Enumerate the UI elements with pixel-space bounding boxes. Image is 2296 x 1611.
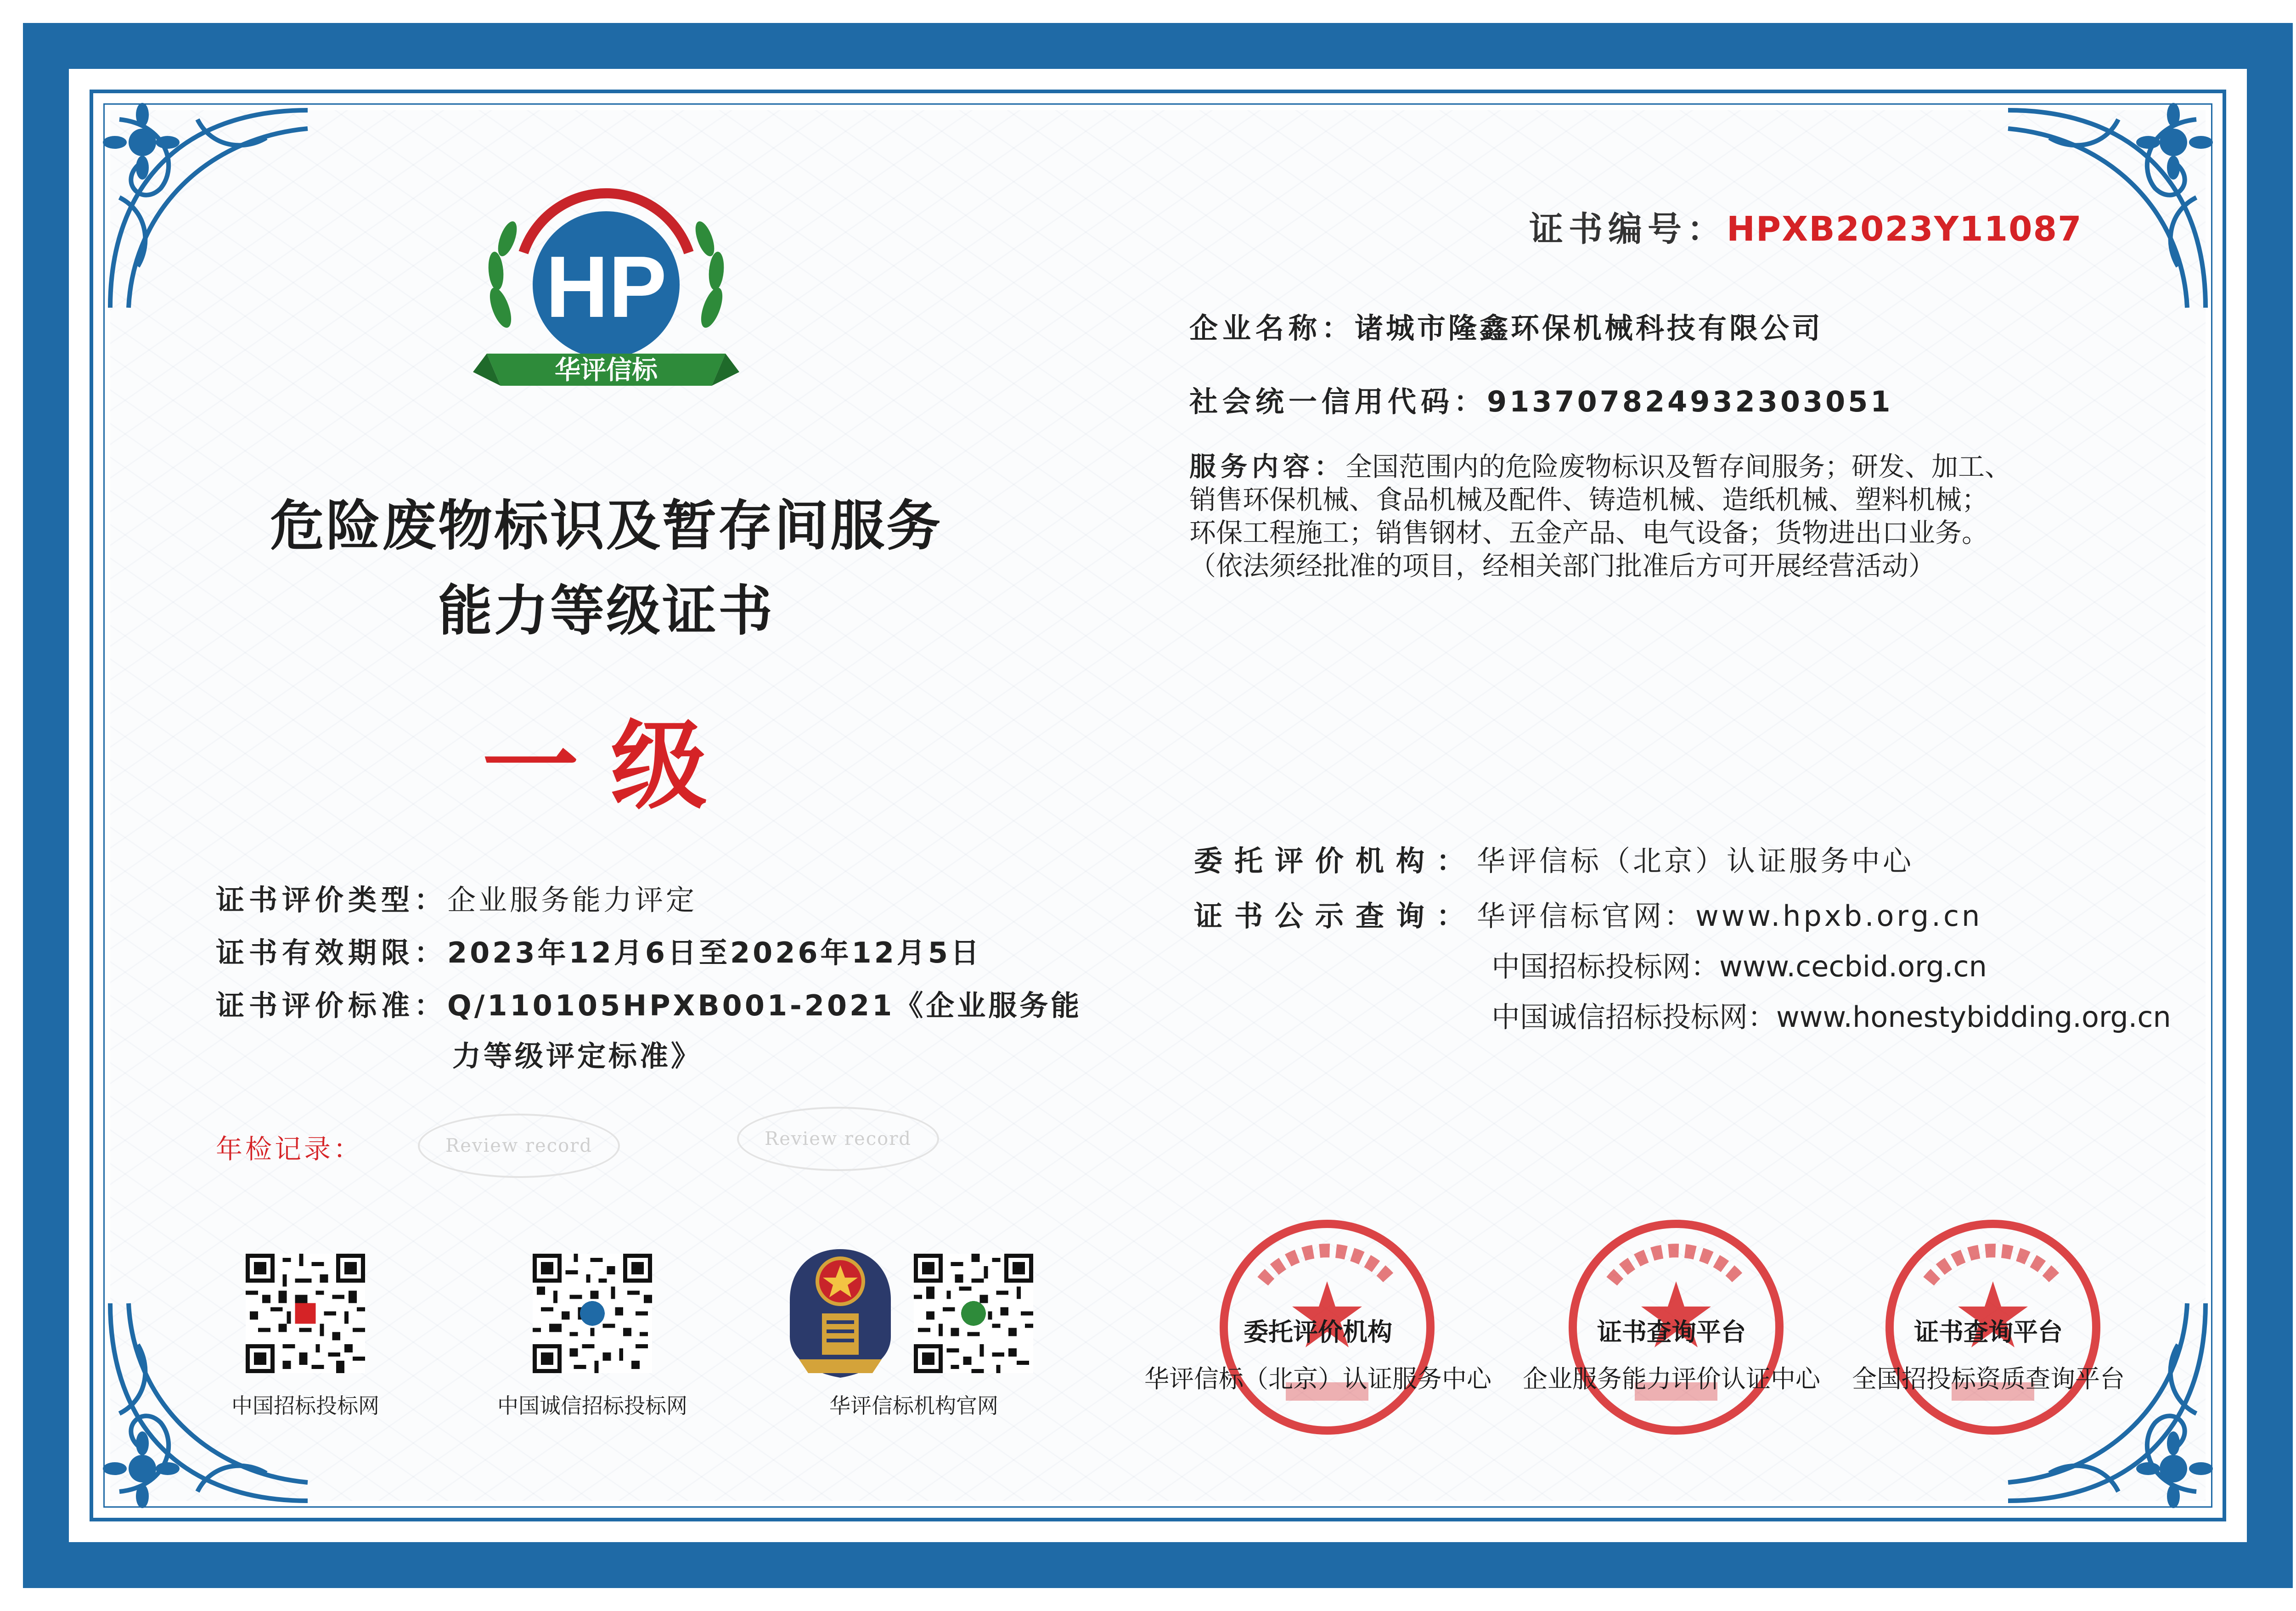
qr-caption: 中国招标投标网 bbox=[231, 1393, 379, 1418]
review-record-stamp: Review record bbox=[737, 1107, 939, 1171]
logo-text: 华评信标 bbox=[555, 355, 658, 385]
eval-type-row bbox=[216, 877, 697, 918]
eval-standard-label: 证书评价标准： bbox=[216, 989, 448, 1022]
valid-period-row bbox=[216, 930, 982, 971]
eval-org-row bbox=[1194, 838, 1914, 879]
service-scope-line3: 环保工程施工；销售钢材、五金产品、电气设备；货物进出口业务。 bbox=[1189, 517, 1989, 548]
seal-subtitle: 华评信标（北京）认证服务中心 bbox=[1144, 1364, 1491, 1393]
service-scope-label: 服务内容： bbox=[1189, 451, 1346, 482]
eval-standard: Q/110105HPXB001-2021《企业服务能 bbox=[447, 989, 1082, 1022]
service-scope bbox=[1189, 450, 2149, 582]
service-scope-line4: （依法须经批准的项目，经相关部门批准后方可开展经营活动） bbox=[1189, 550, 1936, 581]
eval-type: 企业服务能力评定 bbox=[447, 883, 698, 917]
review-record-stamp: Review record bbox=[418, 1114, 620, 1178]
qr-code-icon bbox=[246, 1254, 365, 1373]
eval-type-label: 证书评价类型： bbox=[216, 883, 448, 917]
seal-title: 证书查询平台 bbox=[1914, 1318, 2063, 1346]
cert-number: HPXB2023Y11087 bbox=[1727, 209, 2082, 249]
query-site-1: 华评信标官网：www.hpxb.org.cn bbox=[1477, 899, 1983, 933]
corner-ornament-icon bbox=[92, 92, 331, 331]
query-label: 证书公示查询： bbox=[1194, 899, 1477, 933]
cert-level: 一级 bbox=[482, 710, 739, 822]
svg-text:HP: HP bbox=[546, 238, 667, 336]
hp-logo bbox=[468, 170, 744, 427]
cert-title-line1: 危险废物标识及暂存间服务 bbox=[270, 494, 942, 558]
cert-number-row bbox=[1529, 202, 2082, 251]
query-row bbox=[1194, 893, 1982, 934]
company-name-row bbox=[1189, 305, 1823, 346]
eval-org: 华评信标（北京）认证服务中心 bbox=[1477, 844, 1914, 878]
seal-title: 委托评价机构 bbox=[1244, 1318, 1392, 1346]
eval-standard-line2: 力等级评定标准》 bbox=[452, 1039, 703, 1073]
qr-caption: 华评信标机构官网 bbox=[829, 1393, 998, 1418]
credit-code-label: 社会统一信用代码： bbox=[1189, 385, 1487, 418]
company-name: 诸城市隆鑫环保机械科技有限公司 bbox=[1355, 311, 1823, 345]
service-scope-line1: 全国范围内的危险废物标识及暂存间服务；研发、加工、 bbox=[1345, 451, 2012, 482]
qr-caption: 中国诚信招标投标网 bbox=[497, 1393, 687, 1418]
query-site-2: 中国招标投标网：www.cecbid.org.cn bbox=[1491, 950, 1987, 983]
seal-subtitle: 全国招投标资质查询平台 bbox=[1852, 1364, 2125, 1393]
valid-period-label: 证书有效期限： bbox=[216, 936, 448, 969]
cert-title-line2: 能力等级证书 bbox=[438, 579, 774, 642]
credit-code: 913707824932303051 bbox=[1487, 385, 1893, 418]
seal-title: 证书查询平台 bbox=[1597, 1318, 1746, 1346]
qr-code-icon bbox=[914, 1254, 1033, 1373]
valid-period: 2023年12月6日至2026年12月5日 bbox=[447, 936, 982, 969]
credit-code-row bbox=[1189, 379, 1893, 420]
service-scope-line2: 销售环保机械、食品机械及配件、铸造机械、造纸机械、塑料机械； bbox=[1189, 484, 1989, 515]
query-site-3: 中国诚信招标投标网：www.honestybidding.org.cn bbox=[1491, 1000, 2171, 1034]
cert-number-label: 证书编号： bbox=[1529, 209, 1727, 249]
national-emblem-icon bbox=[781, 1245, 900, 1382]
annual-review-label: 年检记录： bbox=[216, 1133, 363, 1165]
eval-org-label: 委托评价机构： bbox=[1194, 844, 1477, 878]
qr-code-icon bbox=[533, 1254, 652, 1373]
eval-standard-row bbox=[216, 983, 1082, 1024]
company-name-label: 企业名称： bbox=[1189, 311, 1355, 345]
seal-subtitle: 企业服务能力评价认证中心 bbox=[1523, 1364, 1820, 1393]
